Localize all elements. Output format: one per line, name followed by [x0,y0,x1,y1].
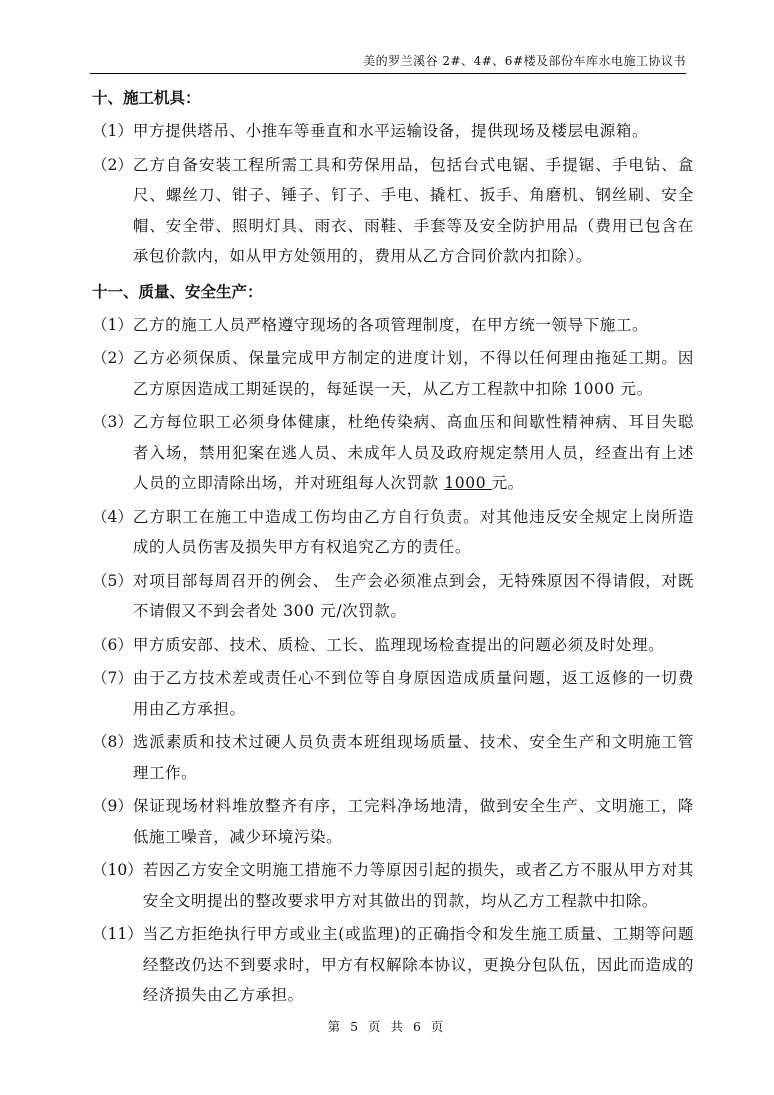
list-item [92,116,694,147]
item-number: （6） [92,635,133,654]
list-item [92,630,694,661]
item-text: 保证现场材料堆放整齐有序，工完料净场地清，做到安全生产、文明施工，降低施工噪音，减少环境污染。 [132,797,694,846]
item-number: （10） [92,861,143,879]
list-item [92,407,694,499]
item-text: 甲方质安部、技术、质检、工长、监理现场检查提出的问题必须及时处理。 [132,635,665,654]
list-item [92,791,694,852]
item-text: 甲方提供塔吊、小推车等垂直和水平运输设备，提供现场及楼层电源箱。 [132,122,649,140]
item-number: （3） [92,413,133,431]
page-number: 第 5 页 共 6 页 [327,1019,447,1034]
item-text: 乙方职工在施工中造成工伤均由乙方自行负责。对其他违反安全规定上岗所造成的人员伤害及损失甲方有权追究乙方的责任。 [132,507,694,556]
item-text: 若因乙方安全文明施工措施不力等原因引起的损失，或者乙方不服从甲方对其安全文明提出的整改要求甲方对其做出的罚款，均从乙方工程款中扣除。 [142,861,694,910]
fine-amount-underlined: 1000 [444,474,492,492]
item-number: （11） [92,925,143,943]
item-number: （8） [92,733,133,751]
list-item [92,310,694,341]
item-number: （1） [92,122,133,140]
item-number: （7） [92,669,133,687]
list-item [92,919,694,1011]
item-text: 当乙方拒绝执行甲方或业主(或监理)的正确指令和发生施工质量、工期等问题经整改仍达不到要求时，甲方有权解除本协议，更换分包队伍，因此而造成的经济损失由乙方承担。 [142,925,694,1004]
item-number: （9） [92,797,133,815]
item-number: （2） [92,155,133,174]
list-item [92,566,694,627]
list-item [92,663,694,724]
list-item [92,150,694,272]
item-text: 乙方的施工人员严格遵守现场的各项管理制度，在甲方统一领导下施工。 [132,315,649,334]
item-text: 对项目部每周召开的例会、 生产会必须准点到会，无特殊原因不得请假，对既不请假又不到会者处 300 元/次罚款。 [132,571,694,620]
item-text [133,407,694,499]
list-item [92,727,694,788]
item-number: （4） [92,507,133,526]
item-text: 选派素质和技术过硬人员负责本班组现场质量、技术、安全生产和文明施工管理工作。 [132,733,694,782]
list-item [92,343,694,404]
item-number: （5） [92,571,133,590]
list-item [92,502,694,563]
page-content [92,84,694,1014]
item-text: 乙方自备安装工程所需工具和劳保用品，包括台式电锯、手提锯、手电钻、盒尺、螺丝刀、钳子、锤子、钉子、手电、撬杠、扳手、角磨机、钢丝刷、安全帽、安全带、照明灯具、雨衣、雨鞋、手套等及安全防护用品（费用已包含在承包价款内，如从甲方处领用的，费用从乙方合同价款内扣除）。 [132,155,694,265]
list-item [92,855,694,916]
section-title-tools: 十、施工机具： [92,89,201,107]
document-header: 美的罗兰溪谷 2#、4#、6#楼及部份车库水电施工协议书 [90,52,686,74]
item-text-part: 元。 [491,474,524,492]
section-title-quality-safety: 十一、质量、安全生产： [92,282,263,301]
item-number: （1） [92,315,133,334]
item-text: 由于乙方技术差或责任心不到位等自身原因造成质量问题，返工返修的一切费用由乙方承担。 [132,669,694,718]
item-text-part: 乙方每位职工必须身体健康，杜绝传染病、高血压和间歇性精神病、耳目失聪者入场，禁用犯案在逃人员、未成年人员及政府规定禁用人员，经查出有上述人员的立即清除出场，并对班组每人次罚款 [132,413,694,492]
item-number: （2） [92,349,133,367]
item-text: 乙方必须保质、保量完成甲方制定的进度计划，不得以任何理由拖延工期。因乙方原因造成工期延误的，每延误一天，从乙方工程款中扣除 1000 元。 [132,349,694,398]
